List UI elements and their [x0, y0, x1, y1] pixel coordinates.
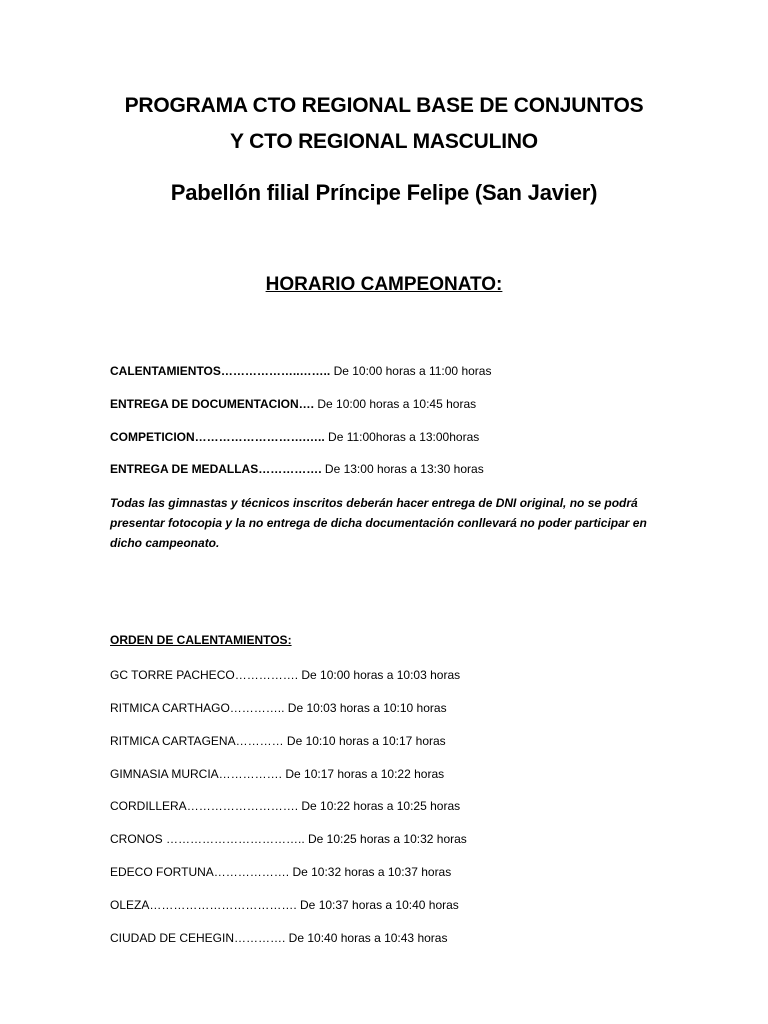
- schedule-label: COMPETICION: [110, 430, 195, 444]
- warmup-order-row: EDECO FORTUNA………………. De 10:32 horas a 10:37 horas: [110, 865, 452, 879]
- warmup-order-row: GC TORRE PACHECO……………. De 10:00 horas a 10:03 horas: [110, 668, 461, 682]
- schedule-time: De 10:00 horas a 11:00 horas: [330, 364, 492, 378]
- schedule-row: [110, 461, 730, 477]
- schedule-time: De 10:00 horas a 10:45 horas: [314, 397, 477, 411]
- schedule-time: De 13:00 horas a 13:30 horas: [321, 462, 484, 476]
- warmup-order-row: CIUDAD DE CEHEGIN…………. De 10:40 horas a 10:43 horas: [110, 931, 448, 945]
- schedule-row: [110, 429, 730, 445]
- schedule-time: De 11:00horas a 13:00horas: [324, 430, 480, 444]
- order-heading: ORDEN DE CALENTAMIENTOS:: [110, 633, 292, 647]
- schedule-row: [110, 396, 730, 412]
- section-heading-horario: HORARIO CAMPEONATO:: [265, 274, 503, 295]
- schedule-label: ENTREGA DE DOCUMENTACION: [110, 397, 299, 411]
- warmup-order-row: RITMICA CARTAGENA………… De 10:10 horas a 10:17 horas: [110, 734, 446, 748]
- warmup-order-row: RITMICA CARTHAGO………….. De 10:03 horas a 10:10 horas: [110, 701, 447, 715]
- documentation-note: Todas las gimnastas y técnicos inscritos deberán hacer entrega de DNI original, no se podrá presentar fotocopia y la no entrega de dicha documentación conllevará no poder participar en dicho campeonato.: [110, 496, 647, 550]
- venue-subtitle: Pabellón filial Príncipe Felipe (San Javier): [170, 180, 598, 205]
- schedule-dots: ………………..……..: [220, 364, 331, 378]
- document-title-line-2: Y CTO REGIONAL MASCULINO: [230, 130, 538, 153]
- document-title-line-1: PROGRAMA CTO REGIONAL BASE DE CONJUNTOS: [124, 94, 644, 117]
- warmup-order-row: CORDILLERA………………………. De 10:22 horas a 10:25 horas: [110, 799, 461, 813]
- schedule-dots: ……………………….…..: [194, 430, 325, 444]
- warmup-order-row: OLEZA………………………………. De 10:37 horas a 10:40 horas: [110, 898, 459, 912]
- schedule-dots: ….: [298, 397, 315, 411]
- schedule-dots: …………….: [258, 462, 322, 476]
- schedule-label: ENTREGA DE MEDALLAS: [110, 462, 259, 476]
- schedule-label: CALENTAMIENTOS: [110, 364, 221, 378]
- schedule-row: [110, 363, 730, 379]
- warmup-order-row: GIMNASIA MURCIA……………. De 10:17 horas a 10:22 horas: [110, 767, 445, 781]
- warmup-order-row: CRONOS …………………………….. De 10:25 horas a 10:32 horas: [110, 832, 467, 846]
